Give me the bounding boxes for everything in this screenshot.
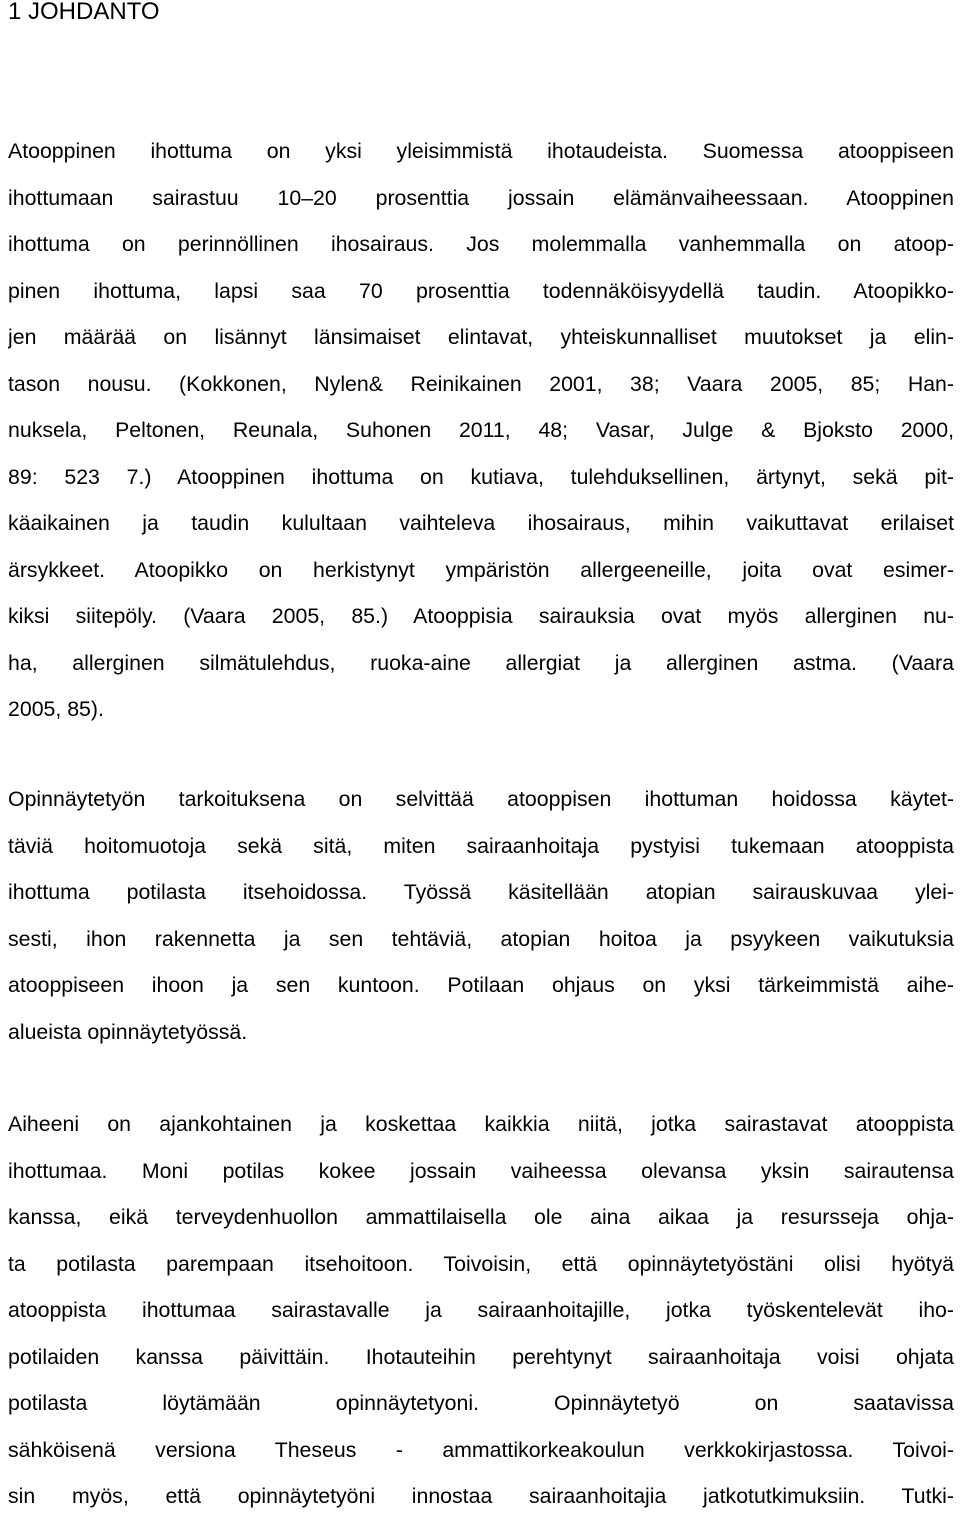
text-line: alueista opinnäytetyössä. bbox=[8, 1019, 248, 1044]
paragraph-intro bbox=[8, 128, 954, 733]
text-line: kanssa, eikä terveydenhuollon ammattilaisella ole aina aikaa ja resursseja ohja- bbox=[8, 1205, 954, 1229]
text-line: sähköisenä versiona Theseus - ammattikorkeakoulun verkkokirjastossa. Toivoi- bbox=[8, 1437, 954, 1462]
text-line: ta potilasta parempaan itsehoitoon. Toivoisin, että opinnäytetyöstäni olisi hyötyä bbox=[8, 1251, 954, 1276]
text-line: Opinnäytetyön tarkoituksena on selvittää atooppisen ihottuman hoidossa käytet- bbox=[8, 787, 954, 811]
text-line: ihottumaan sairastuu 10–20 prosenttia jossain elämänvaiheessaan. Atooppinen bbox=[8, 185, 954, 210]
text-line: käaikainen ja taudin kulultaan vaihteleva ihosairaus, mihin vaikuttavat erilaiset bbox=[8, 511, 954, 535]
text-line: nuksela, Peltonen, Reunala, Suhonen 2011, 48; Vasar, Julge & Bjoksto 2000, bbox=[8, 418, 954, 442]
text-line: tason nousu. (Kokkonen, Nylen& Reinikainen 2001, 38; Vaara 2005, 85; Han- bbox=[8, 371, 954, 396]
text-line: täviä hoitomuotoja sekä sitä, miten sairaanhoitaja pystyisi tukemaan atooppista bbox=[8, 833, 954, 858]
text-line: Aiheeni on ajankohtainen ja koskettaa kaikkia niitä, jotka sairastavat atooppista bbox=[8, 1112, 954, 1136]
text-line: jen määrää on lisännyt länsimaiset elintavat, yhteiskunnalliset muutokset ja elin- bbox=[8, 325, 954, 349]
text-line: ihottumaa. Moni potilas kokee jossain vaiheessa olevansa yksin sairautensa bbox=[8, 1158, 954, 1183]
text-line: atooppiseen ihoon ja sen kuntoon. Potilaan ohjaus on yksi tärkeimmistä aihe- bbox=[8, 973, 954, 997]
text-line: 2005, 85). bbox=[8, 697, 104, 721]
text-line: ihottuma potilasta itsehoidossa. Työssä käsitellään atopian sairauskuvaa ylei- bbox=[8, 880, 954, 904]
paragraph-purpose bbox=[8, 776, 954, 1055]
text-line: sesti, ihon rakennetta ja sen tehtäviä, atopian hoitoa ja psyykeen vaikutuksia bbox=[8, 926, 954, 951]
text-line: sin myös, että opinnäytetyöni innostaa sairaanhoitajia jatkotutkimuksiin. Tutki- bbox=[8, 1484, 954, 1508]
paragraph-relevance bbox=[8, 1101, 954, 1520]
text-line: Atooppinen ihottuma on yksi yleisimmistä ihotaudeista. Suomessa atooppiseen bbox=[8, 139, 954, 163]
text-line: ärsykkeet. Atoopikko on herkistynyt ympäristön allergeeneille, joita ovat esimer- bbox=[8, 557, 954, 582]
text-line: kiksi siitepöly. (Vaara 2005, 85.) Atooppisia sairauksia ovat myös allerginen nu- bbox=[8, 604, 954, 628]
text-line: ihottuma on perinnöllinen ihosairaus. Jos molemmalla vanhemmalla on atoop- bbox=[8, 232, 954, 256]
text-line: atooppista ihottumaa sairastavalle ja sairaanhoitajille, jotka työskentelevät iho- bbox=[8, 1298, 954, 1322]
chapter-heading: 1 JOHDANTO bbox=[8, 0, 160, 25]
text-line: potilasta löytämään opinnäytetyoni. Opinnäytetyö on saatavissa bbox=[8, 1391, 954, 1415]
text-line: 89: 523 7.) Atooppinen ihottuma on kutiava, tulehduksellinen, ärtynyt, sekä pit- bbox=[8, 464, 954, 489]
text-line: ha, allerginen silmätulehdus, ruoka-aine allergiat ja allerginen astma. (Vaara bbox=[8, 650, 954, 675]
text-line: potilaiden kanssa päivittäin. Ihotauteihin perehtynyt sairaanhoitaja voisi ohjata bbox=[8, 1344, 954, 1369]
text-line: pinen ihottuma, lapsi saa 70 prosenttia todennäköisyydellä taudin. Atoopikko- bbox=[8, 278, 954, 303]
